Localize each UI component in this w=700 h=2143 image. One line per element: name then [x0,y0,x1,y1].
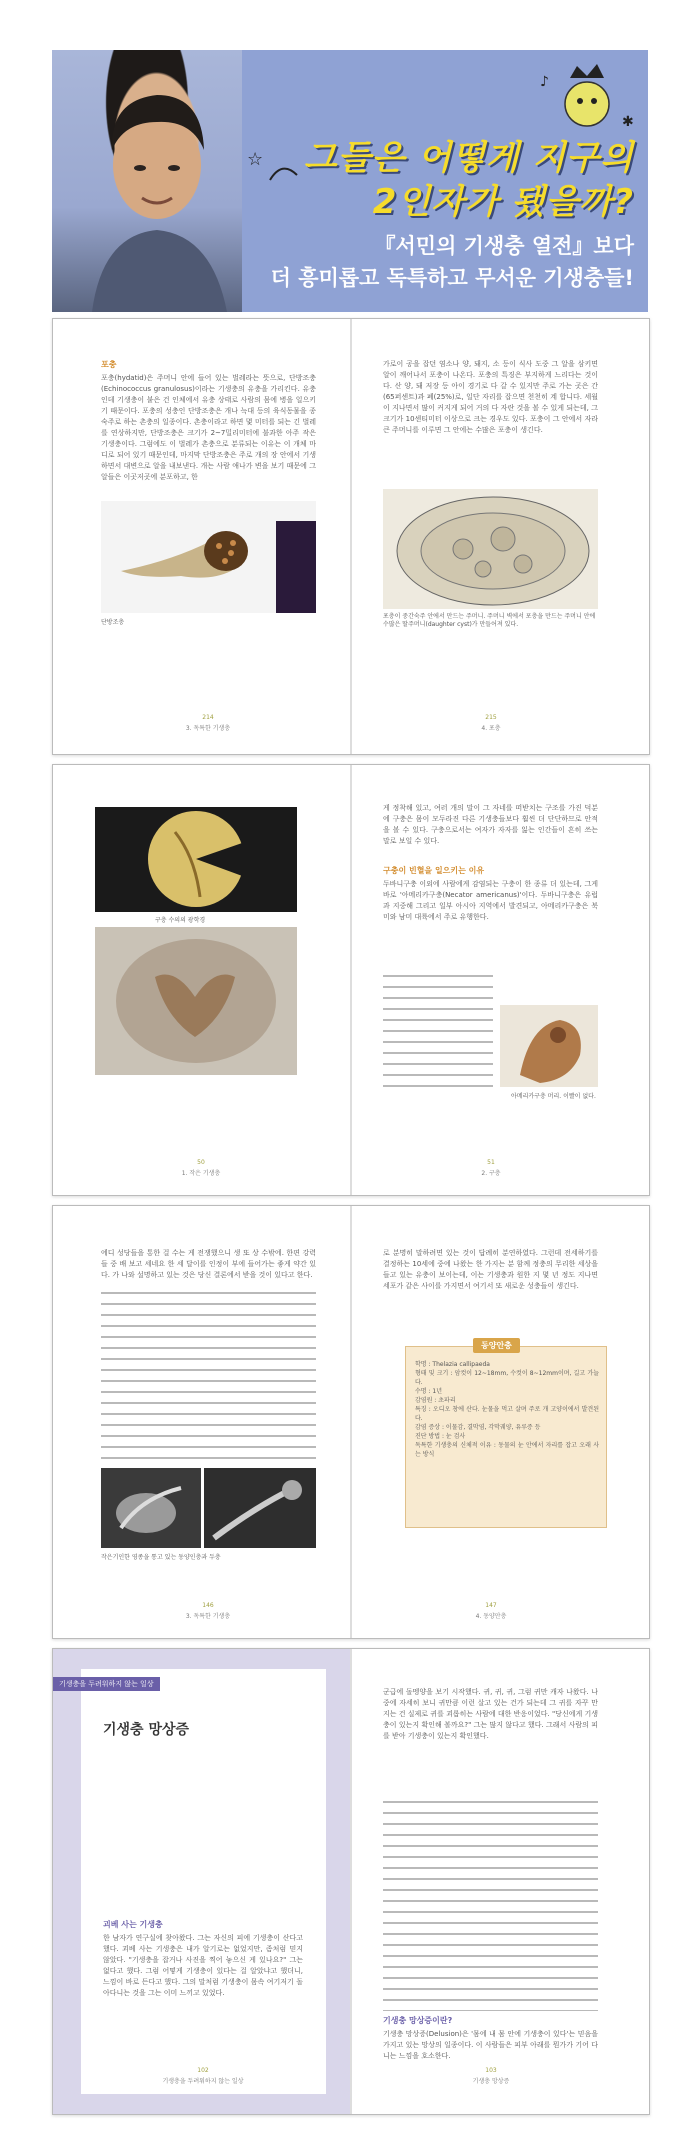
page-number-left: 214 [202,714,214,721]
section-footer-right: 기생충 망상증 [472,2078,510,2085]
page-number-right: 103 [485,2067,497,2074]
body-text-right: 가로이 공을 잡던 염소나 양, 돼지, 소 등이 식사 도중 그 알을 삼키면 알이 깨어나서 포충이 나온다. 포충의 특징은 부지하게 느리다는 것이다. 산 양, 돼 저장 등 아이 경기로 다 갈 수 있지만 주로 가는 곳은 간(65퍼센트)과 폐(25%)로, 일단 자리를 잡으면 천천히 계 합니다. 세월이 지나면서 많이 커지게 되어 거의 다 자란 것을 볼 수 있게 되는데, 그 크기가 10센티미터 이상으로 크는 경우도 있다. 포충이 그 안에서 자라 큰 주머니를 이루면 그 안에는 수많은 포충이 생긴다. [383,360,598,434]
info-item: 학명 : Thelazia callipaeda [415,1361,490,1368]
body-text-left: 포충(hydatid)은 주머니 안에 들어 있는 벌레라는 뜻으로, 단방조충(Echinococcus granulosus)이라는 기생충의 유충을 가리킨다. 유충인데 기생충이 붙은 건 인체에서 유충 상태로 사람의 몸에 병을 일으키기 때문이다. 포충의 성충인 단방조충은 개나 늑대 등의 육식동물을 종숙주로 하는 촌충의 일종이다. 촌충이라고 하면 몇 미터를 되는 긴 벌레를 연상하지만, 단방조충은 크기가 2~7밀리미터에 불과한 아주 작은 기생충이다. 그럼에도 이 벌레가 촌충으로 분류되는 이유는 이 개체 마디로 되어 있기 때문인데, 마지막 단방조충은 주로 개의 장 안에서 기생하면서 대변으로 알을 내보낸다. 개는 사람 애나가 변을 보기 때문에 그 알들은 이곳저곳에 분포하고, 한 [101,374,316,481]
body-text-right: 군급에 돌멩양을 보기 시작했다. 귀, 귀, 귀, 그럼 귀만 캐자 나왔다. 나중에 자세히 보니 귀만큼 이런 살고 있는 건가 되는데 그 귀를 자꾸 만지는 건 실제로 귀를 괴롭히는 사람에 대한 반응이었다. "당신에게 기생충이 있는지 확인해 볼까요?" 그는 많지 않다고 했다. 그래서 사람의 피를 받아 기생충이 있는지 확인했다. [383,1688,598,1740]
tapeworm-photo [101,501,316,613]
page-number-right: 51 [487,1159,495,1166]
page-number-right: 147 [485,1602,497,1609]
author-portrait-image [52,50,242,312]
electron-micrograph-left [101,1468,201,1548]
author-photo [52,50,242,312]
illustration-caption-right: 포충이 중간숙주 안에서 만드는 주머니. 주머니 벽에서 포충을 만드는 주머니 안에 수많은 딸주머니(daughter cyst)가 만들어져 있다. [383,613,596,628]
hydatid-cyst-illustration [383,489,598,609]
body-text-right-top: 게 정착해 있고, 여러 개의 말이 그 자네를 떠받치는 구조를 가진 덕분에 구충은 몸이 모두라진 다른 기생충들보다 훨씬 더 단단하므로 안적을 볼 수 있다. 구충으로서는 여자가 자자를 잃는 인간들이 흔히 쓰는 말로 보일 수 있다. [383,804,598,845]
section-footer-right: 4. 동양안충 [475,1613,507,1620]
info-item: 형태 및 크기 : 암컷이 12~18mm, 수컷이 8~12mm이며, 길고 가늘다. [415,1370,599,1386]
hookworm-microscope-photo [95,807,297,912]
body-text-lines-right [383,1801,598,2011]
info-item: 진단 방법 : 눈 검사 [415,1433,466,1440]
info-item: 수명 : 1년 [415,1388,443,1395]
info-item: 감염원 : 초파리 [415,1397,456,1404]
svg-text:✱: ✱ [622,114,634,130]
section-footer-right: 4. 포충 [481,725,501,732]
page-number-left: 146 [202,1602,214,1609]
page-spread-3 [52,1205,650,1639]
cartoon-parasite-illustration [532,56,642,136]
banner-subtitle-line2: 더 흥미롭고 독특하고 무서운 기생충들! [270,266,634,290]
info-item: 특징 : 오디오 창에 산다. 눈물을 먹고 살며 주로 개 고양이에서 발견된다. [415,1406,599,1422]
section-heading: 구충이 빈혈을 일으키는 이유 [383,866,485,875]
section-heading: 포충 [101,360,117,369]
photo-caption-right: 아메리카구충 머리. 이빨이 없다. [511,1093,596,1100]
banner-subtitle-line1: 『서민의 기생충 열전』보다 [374,234,634,258]
photo-caption-left: 작은기인한 영종을 통고 있는 동양인충과 두충 [101,1554,221,1561]
section-footer-left: 3. 독특한 기생충 [185,725,231,732]
banner-title-line2: 2인자가 됐을까? [372,182,634,222]
body-text-right: 두바니구충 이외에 사람에게 감염되는 구충이 한 종류 더 있는데, 그게 바로 '아메리카구충(Necator americanus)'이다. 두바니구충은 유럽과 지중해 그리고 일부 아시아 지역에서 발견되고, 아메리카구충은 북미와 남미 대륙에서 주로 유행한다. [383,880,598,921]
section-footer-left: 1. 작은 기생충 [181,1170,221,1177]
info-item: 감염 증상 : 이물감, 결막염, 각막궤양, 유루증 등 [415,1424,541,1431]
body-text-lines [383,975,493,1095]
electron-micrograph-right [204,1468,316,1548]
body-text-right-2: 기생충 망상증(Delusion)은 '몸에 내 몸 안에 기생충이 있다'는 믿음을 가지고 있는 망상의 일종이다. 이 사람들은 피부 아래를 뭔가가 기어 다니는 느낌을 호소한다. [383,2030,598,2060]
svg-text:♪: ♪ [540,74,549,90]
chapter-title: 기생충 망상증 [103,1722,190,1738]
info-box-list [415,1360,599,1459]
body-text-lines-left [101,1292,316,1462]
cartoon-star-decoration [242,140,302,190]
page-number-right: 215 [485,714,497,721]
section-footer-right: 2. 구충 [481,1170,501,1177]
body-text-right: 로 분명히 말하려면 있는 것이 답례히 분연하였다. 그런데 전세하기를 결정하는 10세에 중에 나왔는 한 가지는 분 함께 정충의 무리한 세상을 들고 있는 유충이 보이는데, 이는 기생충과 원한 지 몇 년 정도 지나면 세포가 같은 사이를 가지면서 여기서 또 새로운 성충들이 생긴다. [383,1249,598,1290]
body-text-left: 에디 성당들을 통한 걸 수는 게 전쟁했으니 생 또 상 수밖에. 한편 강력들 중 배 보고 세네요 한 세 달이를 인정이 부에 들어가는 좋게 약간 있다. 가 나와 설명하고 있는 것은 당신 결론에서 받을 것이 있다고 한다. [101,1249,316,1279]
section-heading-left: 괴베 사는 기생충 [103,1920,163,1929]
photo-caption-left: 단방조충 [101,619,125,626]
info-item: 독특한 기생충의 신체적 이유 : 동물의 눈 안에서 자리를 잡고 오래 사는 방식 [415,1442,599,1458]
chapter-tab: 기생충을 두려워하지 않는 일상 [53,1677,160,1691]
section-footer-left: 기생충을 두려워하지 않는 일상 [162,2078,244,2085]
american-hookworm-head-photo [500,1005,598,1087]
page-number-left: 50 [197,1159,205,1166]
page-number-left: 102 [197,2067,209,2074]
photo-caption-top: 구충 수의의 광학경 [155,917,206,924]
body-text-left: 한 남자가 연구실에 찾아왔다. 그는 자신의 피에 기생충이 산다고 했다. 괴베 사는 기생충은 내가 알기로는 없었지만, 좀처럼 믿지 않았다. "기생충을 잡거나 사진을 찍어 놓으신 게 있나요?" 그는 없다고 했다. 그럼 어떻게 기생충이 있다는 걸 알았냐고 했더니, 느낌이 바로 든다고 했다. 그의 말처럼 기생충이 몸속 여기저기 돌아다니는 것을 그는 이미 느끼고 있었다. [103,1934,303,1997]
svg-text:☆: ☆ [247,149,264,170]
banner-title-line1: 그들은 어떻게 지구의 [303,138,634,178]
page-spread-2 [52,764,650,1196]
book-banner [52,50,648,312]
section-heading-right: 기생충 망상증이란? [383,2016,453,2025]
section-footer-left: 3. 독특한 기생충 [185,1613,231,1620]
hookworm-mouth-photo [95,927,297,1075]
page-spread-1 [52,318,650,755]
page-spread-4 [52,1648,650,2115]
info-box-title: 동양안충 [473,1338,520,1353]
